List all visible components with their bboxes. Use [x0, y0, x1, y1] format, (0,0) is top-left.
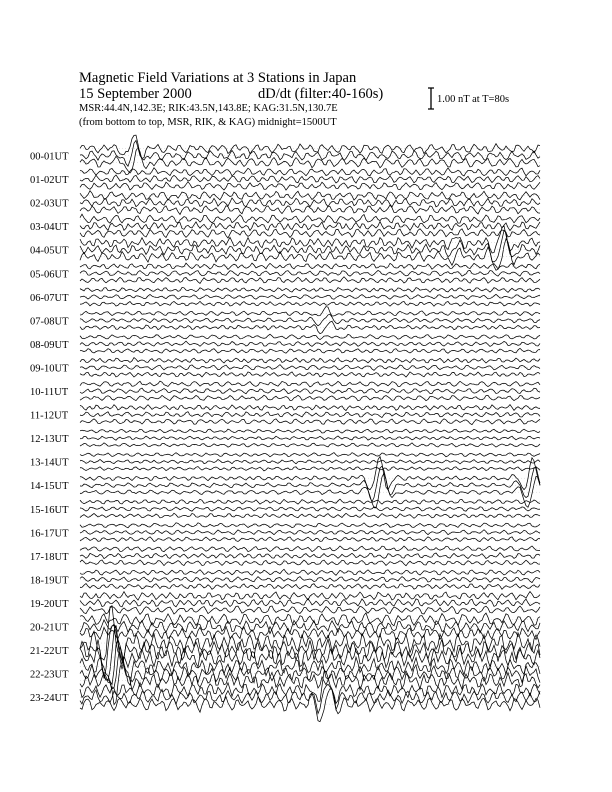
series-line-msr: [80, 348, 540, 353]
row-label: 17-18UT: [30, 551, 69, 563]
component-filter-label: dD/dt (filter:40-160s): [258, 86, 384, 102]
row-label: 19-20UT: [30, 598, 69, 610]
series-line-msr: [80, 277, 540, 284]
series-line-msr: [80, 229, 540, 238]
series-line-rik: [80, 459, 540, 463]
series-line-kag: [80, 453, 540, 457]
series-line-msr: [80, 584, 540, 590]
row-label: 22-23UT: [30, 669, 69, 681]
row-label: 08-09UT: [30, 339, 69, 351]
row-label: 00-01UT: [30, 151, 69, 163]
row-label: 01-02UT: [30, 175, 69, 187]
series-line-msr: [80, 321, 540, 333]
series-line-kag: [80, 592, 540, 601]
series-line-rik: [80, 507, 540, 511]
series-line-msr: [80, 239, 540, 271]
series-line-rik: [80, 314, 540, 325]
chart-title: Magnetic Field Variations at 3 Stations in Japan: [79, 70, 357, 86]
row-label: 18-19UT: [30, 575, 69, 587]
row-label: 04-05UT: [30, 245, 69, 257]
series-line-rik: [80, 684, 540, 713]
series-line-msr: [80, 148, 540, 174]
scale-bar: [428, 88, 434, 109]
series-line-msr: [80, 689, 540, 722]
series-line-msr: [80, 606, 540, 614]
series-line-msr: [80, 560, 540, 566]
station-coordinates: MSR:44.4N,142.3E; RIK:43.5N,143.8E; KAG:31.5N,130.7E: [79, 103, 338, 114]
series-line-rik: [80, 466, 540, 502]
series-line-rik: [80, 436, 540, 440]
row-label: 20-21UT: [30, 622, 69, 634]
series-line-rik: [80, 365, 540, 371]
row-label: 14-15UT: [30, 481, 69, 493]
series-line-kag: [80, 135, 540, 158]
row-label: 16-17UT: [30, 528, 69, 540]
row-label: 07-08UT: [30, 316, 69, 328]
series-line-kag: [80, 307, 540, 317]
row-label: 11-12UT: [30, 410, 69, 422]
chart-date: 15 September 2000: [79, 86, 192, 102]
series-line-kag: [80, 429, 540, 433]
row-label: 23-24UT: [30, 693, 69, 705]
row-label: 09-10UT: [30, 363, 69, 375]
row-label: 15-16UT: [30, 504, 69, 516]
row-label: 10-11UT: [30, 387, 69, 398]
row-label: 06-07UT: [30, 292, 69, 304]
row-label: 13-14UT: [30, 457, 69, 469]
row-label: 02-03UT: [30, 198, 69, 210]
row-label: 05-06UT: [30, 269, 69, 281]
series-line-kag: [80, 214, 540, 223]
series-line-kag: [80, 671, 540, 703]
row-label: 21-22UT: [30, 646, 69, 658]
scale-bar-label: 1.00 nT at T=80s: [437, 94, 510, 105]
row-label: 12-13UT: [30, 434, 69, 446]
series-line-rik: [80, 270, 540, 276]
trace-order-note: (from bottom to top, MSR, RIK, & KAG) midnight=1500UT: [79, 117, 337, 128]
row-label: 03-04UT: [30, 222, 69, 234]
series-line-msr: [80, 182, 540, 190]
